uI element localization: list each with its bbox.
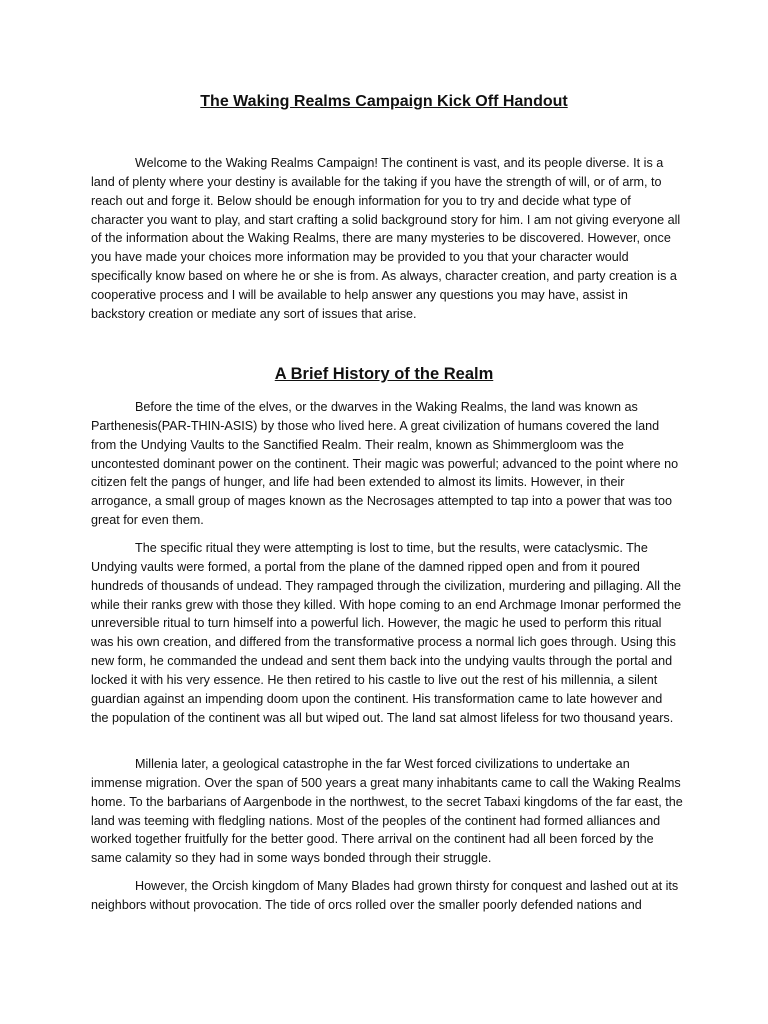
history-paragraph: Before the time of the elves, or the dwarves in the Waking Realms, the land was known as Parthenesis(PAR-THIN-ASIS) by those who lived here. A great civilization of humans covered the land from the Undying Vaults to the Sanctified Realm. Their realm, known as Shimmergloom was the uncontested dominant power on the continent. Their magic was powerful; advanced to the point where no citizen felt the pangs of hunger, and life had been extended to almost its limits. However, in their arrogance, a small group of mages known as the Necrosages attempted to tap into a power that was too great for even them. bbox=[91, 400, 679, 528]
history-heading: A Brief History of the Realm bbox=[274, 365, 494, 383]
history-paragraph: Millenia later, a geological catastrophe in the far West forced civilizations to undertake an immense migration. Over the span of 500 years a great many inhabitants came to call the Waking Realms home. To the barbarians of Aargenbode in the northwest, to the secret Tabaxi kingdoms of the far east, the land was teeming with fledgling nations. Most of the peoples of the continent had formed alliances and worked together fruitfully for the better good. There arrival on the continent had all been forced by the same calamity so they had in some ways bonded through their struggle. bbox=[91, 757, 683, 866]
intro-paragraph: Welcome to the Waking Realms Campaign! The continent is vast, and its people diverse. It is a land of plenty where your destiny is available for the taking if you have the strength of will, or of arm, to reach out and forge it. Below should be enough information for you to try and decide what type of character you want to play, and start crafting a solid background story for him. I am not giving everyone all of the information about the Waking Realms, there are many mysteries to be discovered. However, once you have made your choices more information may be provided to you that your character would specifically know based on where he or she is from. As always, character creation, and party creation is a cooperative process and I will be available to help answer any questions you may have, assist in backstory creation or mediate any sort of issues that arise. bbox=[91, 156, 681, 321]
history-paragraph: However, the Orcish kingdom of Many Blades had grown thirsty for conquest and lashed out at its neighbors without provocation. The tide of orcs rolled over the smaller poorly defended nations and bbox=[91, 879, 679, 912]
document-title: The Waking Realms Campaign Kick Off Handout bbox=[200, 93, 568, 110]
history-paragraph: The specific ritual they were attempting is lost to time, but the results, were cataclysmic. The Undying vaults were formed, a portal from the plane of the damned ripped open and from it poured hundreds of thousands of undead. They rampaged through the civilization, murdering and pillaging. All the while their ranks grew with those they killed. With hope coming to an end Archmage Imonar performed the unreversible ritual to turn himself into a powerful lich. However, the magic he used to perform this ritual was his own creation, and differed from the transformative process a normal lich goes through. Using this new form, he commanded the undead and sent them back into the undying vaults through the portal and locked it with his very essence. He then retired to his castle to live out the rest of his millennia, a silent guardian against an impending doom upon the continent. His transformation came to late however and the population of the continent was all but wiped out. The land sat almost lifeless for two thousand years. bbox=[91, 541, 682, 725]
